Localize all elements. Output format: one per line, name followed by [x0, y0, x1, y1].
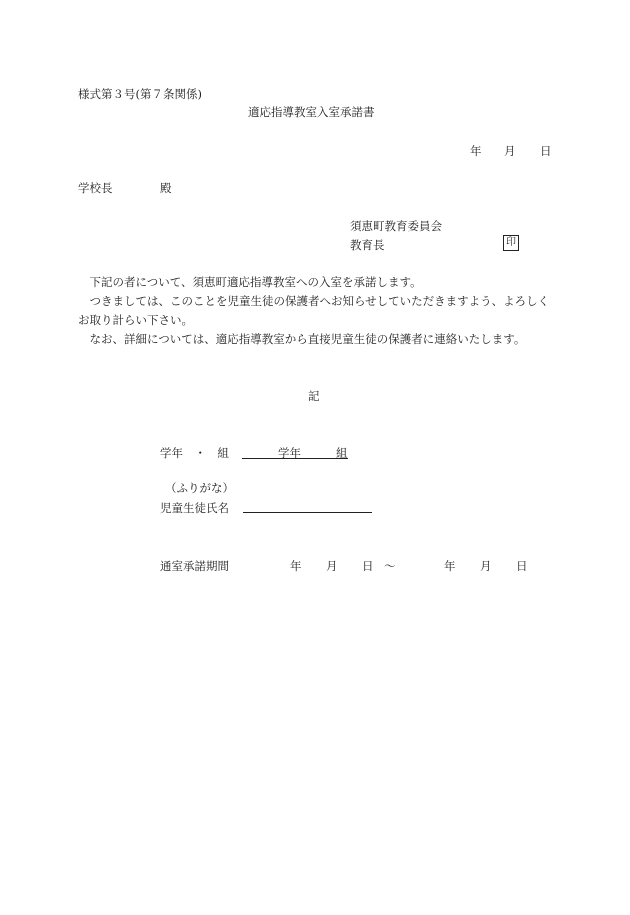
class-unit-label: 組: [336, 446, 348, 460]
date-year-label: 年: [470, 144, 482, 158]
body-text: [78, 273, 558, 349]
period-to-month: 月: [480, 559, 492, 573]
period-from-day: 日: [362, 559, 374, 573]
body-paragraph: つきましては、このことを児童生徒の保護者へお知らせしていただきますよう、よろしくお取り計らい下さい。: [78, 294, 550, 327]
furigana-label: （ふりがな）: [165, 481, 234, 495]
period-from-year: 年: [290, 559, 302, 573]
date-day-label: 日: [540, 144, 552, 158]
addressee-honorific: 殿: [160, 181, 172, 195]
period-from-month: 月: [326, 559, 338, 573]
body-paragraph: 下記の者について、須恵町適応指導教室への入室を承諾します。: [78, 275, 422, 289]
period-separator: ～: [384, 559, 396, 573]
body-paragraph: なお、詳細については、適応指導教室から直接児童生徒の保護者に連絡いたします。: [78, 332, 526, 346]
student-name-label: 児童生徒氏名: [160, 501, 229, 515]
student-name-field[interactable]: [243, 499, 372, 513]
document-title: 適応指導教室入室承諾書: [248, 105, 375, 119]
grade-class-label: 学年 ・ 組: [160, 446, 229, 460]
issuer-organization: 須恵町教育委員会: [350, 219, 442, 233]
addressee-label: 学校長: [78, 181, 113, 195]
form-number: 様式第３号(第７条関係): [78, 87, 202, 101]
period-to-year: 年: [444, 559, 456, 573]
ki-heading: 記: [308, 389, 320, 403]
period-label: 通室承諾期間: [160, 559, 229, 573]
grade-unit-label: 学年: [278, 446, 301, 460]
seal-mark: 印: [503, 235, 519, 251]
issuer-title: 教育長: [350, 238, 385, 252]
date-month-label: 月: [504, 144, 516, 158]
period-to-day: 日: [516, 559, 528, 573]
